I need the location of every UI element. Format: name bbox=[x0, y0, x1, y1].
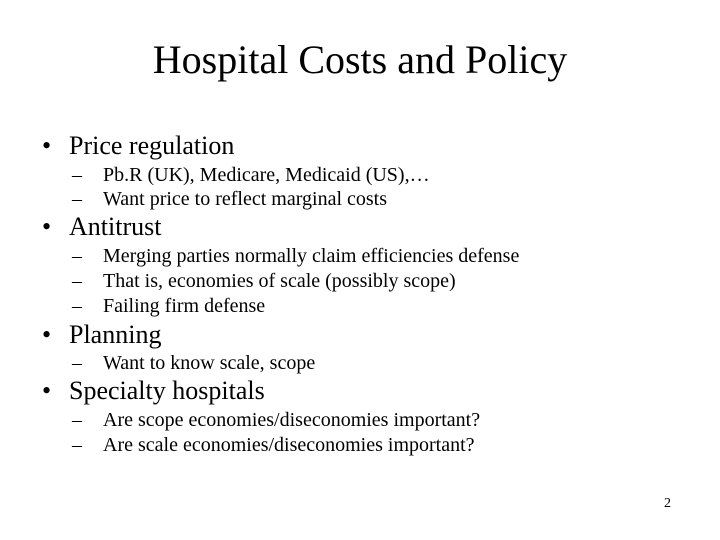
sub-marker: – bbox=[72, 295, 82, 317]
sub-item-text: Are scope economies/diseconomies important? bbox=[103, 409, 481, 431]
sub-item bbox=[72, 351, 315, 375]
sub-item-text: That is, economies of scale (possibly scope) bbox=[103, 270, 456, 292]
bullet-marker: • bbox=[42, 131, 52, 160]
sub-item bbox=[72, 294, 265, 318]
sub-item-text: Are scale economies/diseconomies important? bbox=[103, 434, 475, 456]
sub-item-text: Merging parties normally claim efficiencies defense bbox=[103, 245, 520, 267]
bullet-label: Planning bbox=[69, 320, 162, 349]
bullet-label: Price regulation bbox=[69, 131, 235, 160]
sub-item bbox=[72, 408, 480, 432]
sub-item-text: Failing firm defense bbox=[103, 295, 266, 317]
bullet-marker: • bbox=[42, 320, 52, 349]
sub-marker: – bbox=[72, 434, 82, 456]
bullet-label: Specialty hospitals bbox=[69, 376, 265, 405]
sub-marker: – bbox=[72, 270, 82, 292]
sub-marker: – bbox=[72, 352, 82, 374]
sub-item bbox=[72, 269, 456, 293]
sub-item bbox=[72, 244, 519, 268]
bullet-antitrust bbox=[42, 212, 161, 242]
bullet-price-regulation bbox=[42, 131, 234, 161]
page-number: 2 bbox=[664, 496, 671, 511]
bullet-label: Antitrust bbox=[69, 212, 162, 241]
sub-item-text: Pb.R (UK), Medicare, Medicaid (US),… bbox=[103, 164, 430, 186]
sub-marker: – bbox=[72, 245, 82, 267]
sub-marker: – bbox=[72, 164, 82, 186]
bullet-specialty-hospitals bbox=[42, 376, 265, 406]
sub-item bbox=[72, 187, 387, 211]
sub-marker: – bbox=[72, 188, 82, 210]
bullet-marker: • bbox=[42, 376, 52, 405]
sub-item bbox=[72, 433, 475, 457]
sub-marker: – bbox=[72, 409, 82, 431]
sub-item-text: Want to know scale, scope bbox=[103, 352, 316, 374]
sub-item bbox=[72, 163, 430, 187]
slide-title: Hospital Costs and Policy bbox=[152, 37, 568, 82]
bullet-marker: • bbox=[42, 212, 52, 241]
sub-item-text: Want price to reflect marginal costs bbox=[103, 188, 388, 210]
bullet-planning bbox=[42, 320, 161, 350]
